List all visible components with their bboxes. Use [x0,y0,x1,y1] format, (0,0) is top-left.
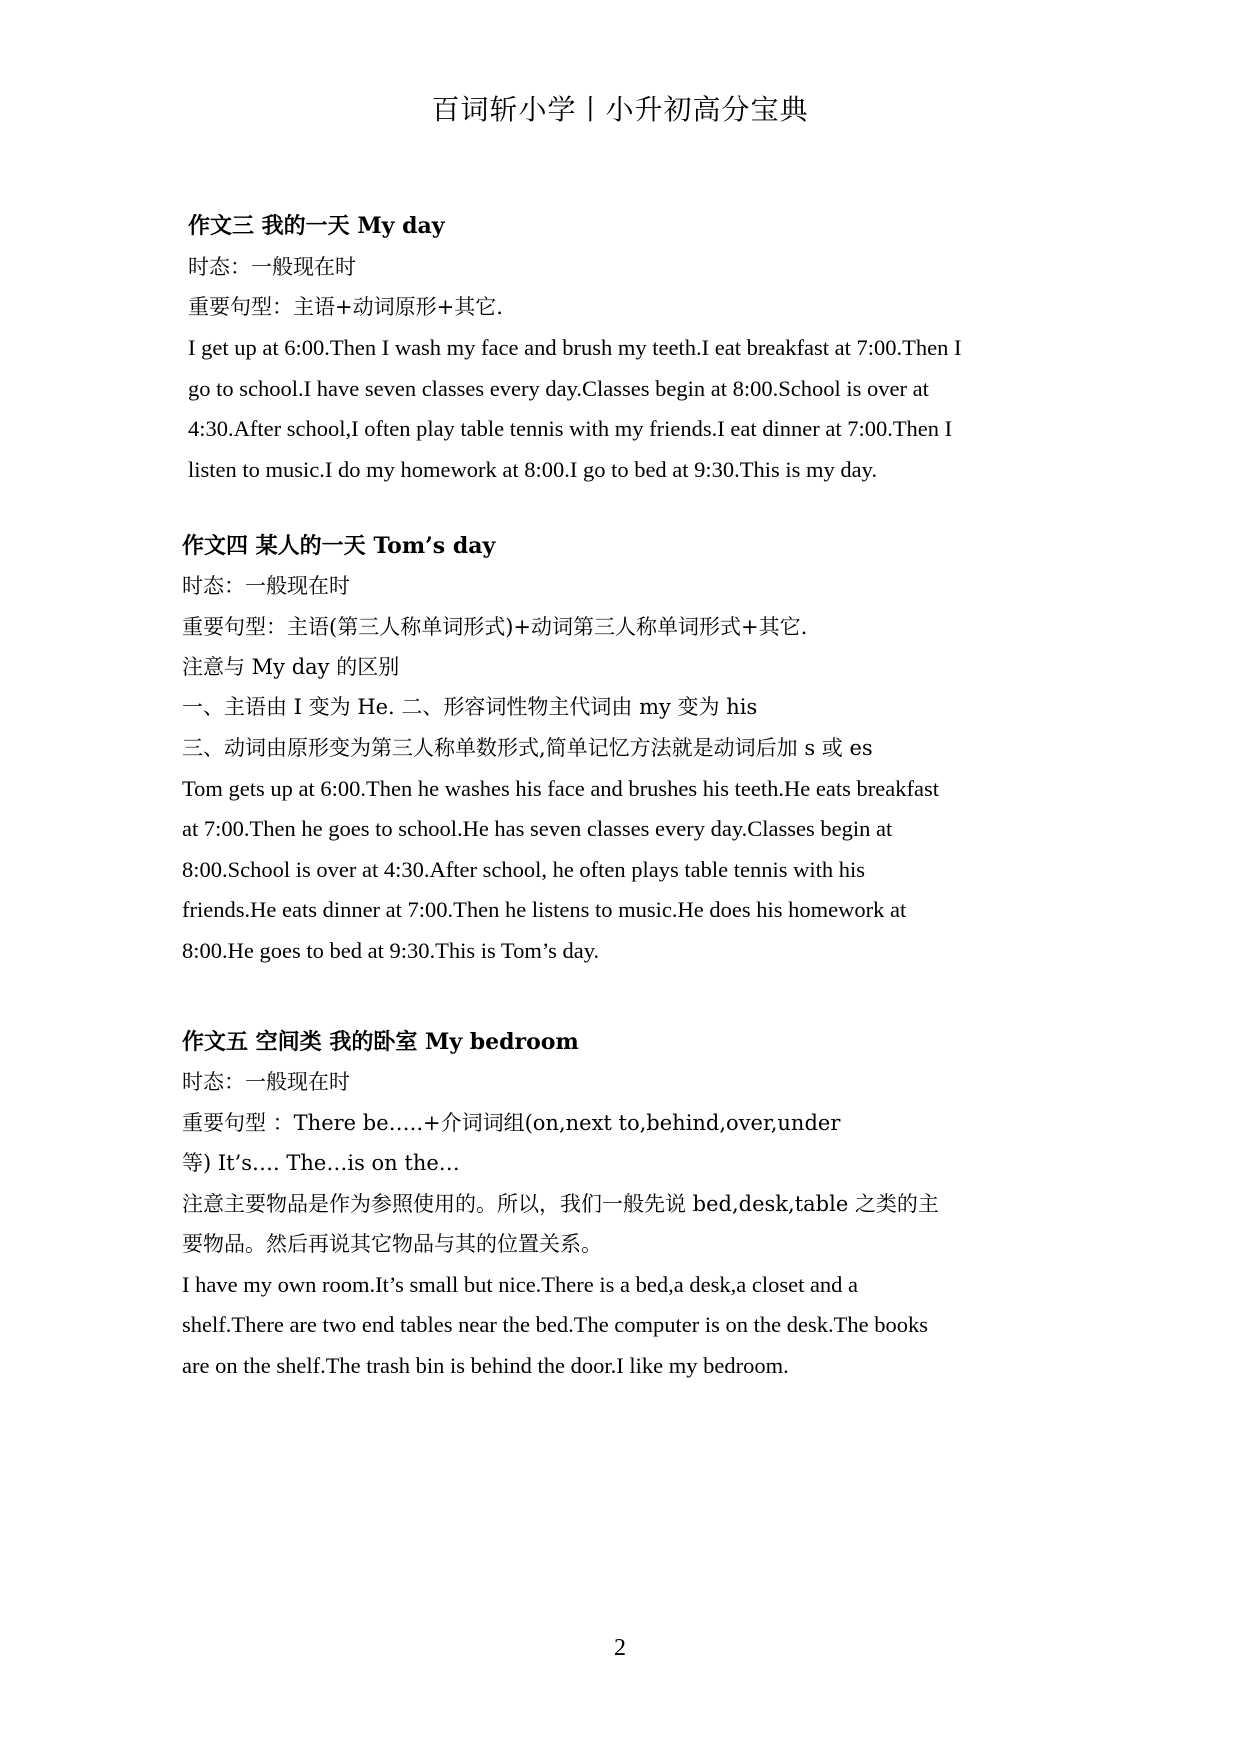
section-4-body-line: friends.He eats dinner at 7:00.Then he listens to music.He does his homework at [182,897,907,922]
section-4-pattern: 重要句型：主语(第三人称单词形式)+动词第三人称单词形式+其它. [182,615,808,639]
section-5-body-line: shelf.There are two end tables near the bed.The computer is on the desk.The books [182,1312,928,1337]
section-3-tense: 时态：一般现在时 [188,255,356,279]
section-4-note: 注意与 My day 的区别 [182,655,400,679]
section-3-body-line: 4:30.After school,I often play table tennis with my friends.I eat dinner at 7:00.Then I [188,416,953,441]
section-3-heading: 作文三 我的一天 My day [188,213,445,239]
section-4-tense: 时态：一般现在时 [182,574,350,598]
section-5-tense: 时态：一般现在时 [182,1070,350,1094]
section-5-body-line: I have my own room.It’s small but nice.There is a bed,a desk,a closet and a [182,1272,859,1297]
section-4-note: 三、动词由原形变为第三人称单数形式,简单记忆方法就是动词后加 s 或 es [182,736,873,760]
document-header: 百词斩小学丨小升初高分宝典 [431,93,809,126]
section-5-pattern: 重要句型 ：There be…..+介词词组(on,next to,behind,over,under [182,1111,841,1135]
section-4-body-line: Tom gets up at 6:00.Then he washes his face and brushes his teeth.He eats breakfast [182,776,939,801]
section-3-body-line: listen to music.I do my homework at 8:00.I go to bed at 9:30.This is my day. [188,457,878,482]
section-3-pattern: 重要句型：主语+动词原形+其它. [188,295,503,319]
section-5-note: 要物品。然后再说其它物品与其的位置关系。 [182,1232,602,1256]
section-4-body-line: at 7:00.Then he goes to school.He has seven classes every day.Classes begin at [182,816,893,841]
section-3-body-line: I get up at 6:00.Then I wash my face and brush my teeth.I eat breakfast at 7:00.Then I [188,335,962,360]
section-5-pattern: 等) It’s…. The…is on the… [182,1151,460,1175]
section-4-note: 一、主语由 I 变为 He. 二、形容词性物主代词由 my 变为 his [182,695,758,719]
section-4-body-line: 8:00.School is over at 4:30.After school, he often plays table tennis with his [182,857,866,882]
section-4-body-line: 8:00.He goes to bed at 9:30.This is Tom’s day. [182,938,600,963]
section-4-heading: 作文四 某人的一天 Tom’s day [182,533,496,559]
page-number: 2 [614,1635,626,1661]
section-5-body-line: are on the shelf.The trash bin is behind the door.I like my bedroom. [182,1353,789,1378]
section-3-body-line: go to school.I have seven classes every day.Classes begin at 8:00.School is over at [188,376,929,401]
section-5-heading: 作文五 空间类 我的卧室 My bedroom [182,1029,579,1055]
section-5-note: 注意主要物品是作为参照使用的。所以，我们一般先说 bed,desk,table 之类的主 [182,1192,939,1216]
